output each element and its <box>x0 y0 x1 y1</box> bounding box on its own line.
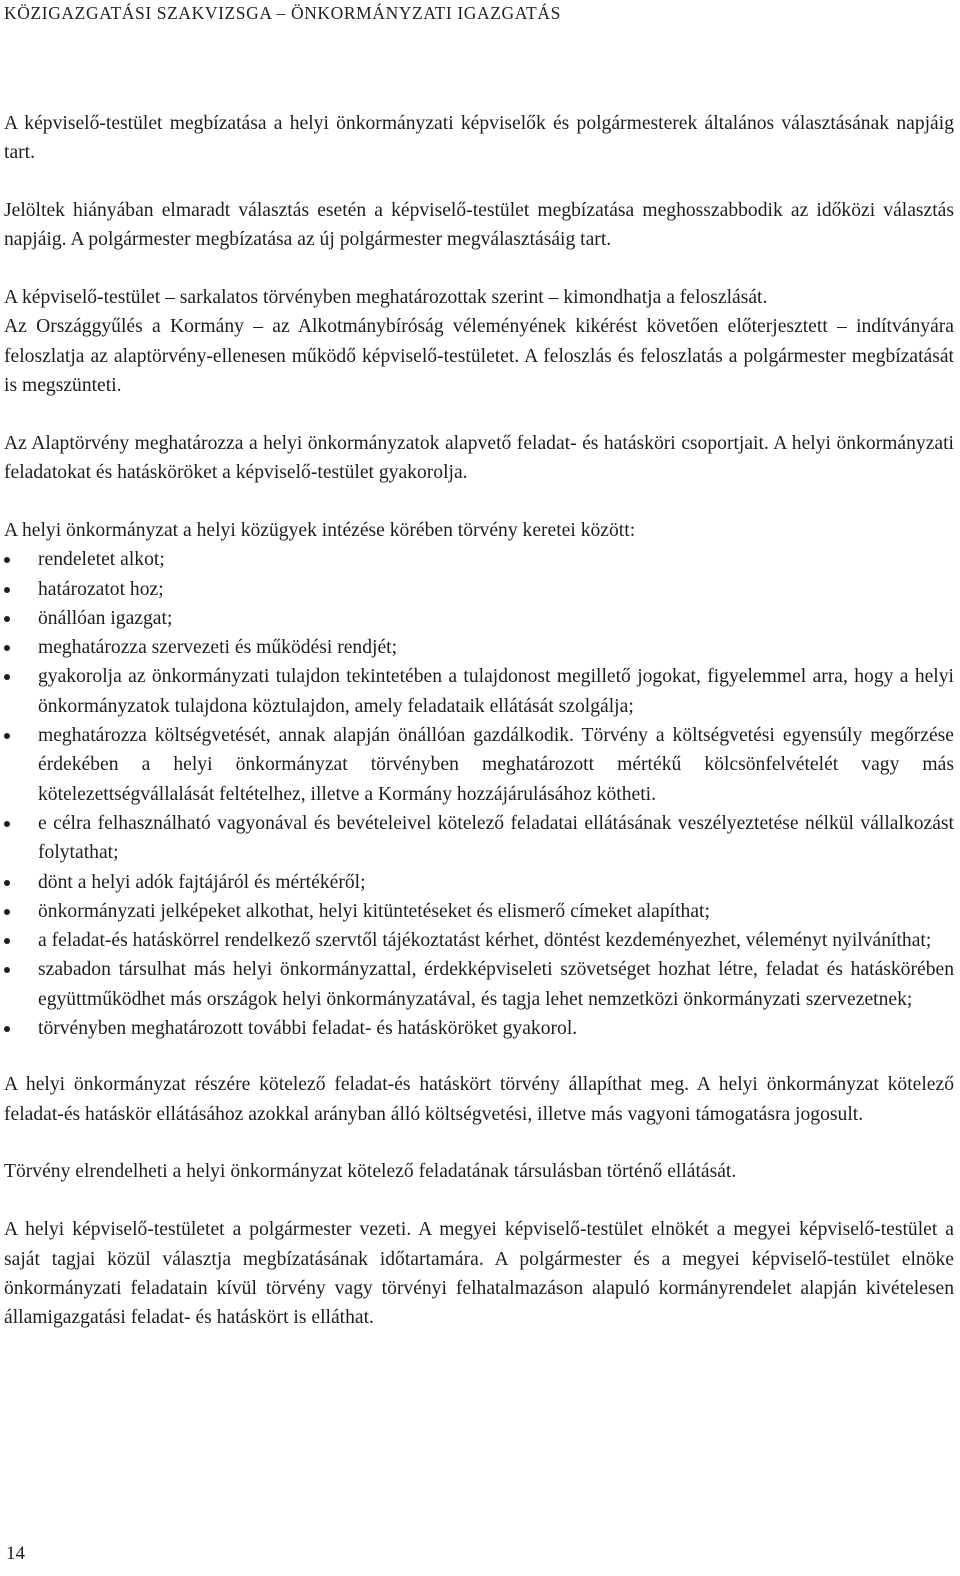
page-body <box>4 109 954 1361</box>
powers-list <box>4 545 954 1043</box>
list-item: e célra felhasználható vagyonával és bevételeivel kötelező feladatai ellátásának veszélyeztetése nélkül vállalkozást folytathat; <box>4 809 954 868</box>
bullet-icon <box>4 821 10 827</box>
paragraph-association: Törvény elrendelheti a helyi önkormányzat kötelező feladatának társulásban történő ellátását. <box>4 1161 737 1183</box>
list-item: meghatározza költségvetését, annak alapján önállóan gazdálkodik. Törvény a költségvetési egyensúly megőrzése érdekében a helyi önkormányzat törvényben meghatározott mértékű kölcsönfelvételét vagy más kötelezettségvállalását feltételhez, illetve a Kormány hozzájárulásához kötheti. <box>4 721 954 809</box>
paragraph-parliament-dissolution: Az Országgyűlés a Kormány – az Alkotmánybíróság véleményének kikérést követően előterjesztett – indítványára feloszlatja az alaptörvény-ellenesen működő képviselő-testületet. A feloszlás és feloszlatás a polgármester megbízatását is megszünteti. <box>4 316 954 397</box>
list-item: a feladat-és hatáskörrel rendelkező szervtől tájékoztatást kérhet, döntést kezdeményezhet, véleményt nyilváníthat; <box>4 926 954 955</box>
list-item: dönt a helyi adók fajtájáról és mértékéről; <box>4 868 954 897</box>
bullet-icon <box>4 674 10 680</box>
list-item: rendeletet alkot; <box>4 545 954 574</box>
paragraph-mayor-leads: A helyi képviselő-testületet a polgármester vezeti. A megyei képviselő-testület elnökét a megyei képviselő-testület a saját tagjai közül választja megbízatásának időtartamára. A polgármester és a megyei képviselő-testület elnöke önkormányzati feladatain kívül törvény vagy törvényi felhatalmazáson alapuló kormányrendelet alapján kivételesen államigazgatási feladat- és hatáskört is elláthat. <box>4 1219 954 1329</box>
paragraph-mandatory-tasks: A helyi önkormányzat részére kötelező feladat-és hatáskört törvény állapíthat meg. A helyi önkormányzat kötelező feladat-és hatáskör ellátásához azokkal arányban álló költségvetési, illetve más vagyoni támogatásra jogosult. <box>4 1074 954 1125</box>
bullet-icon <box>4 557 10 563</box>
list-item: szabadon társulhat más helyi önkormányzattal, érdekképviseleti szövetséget hozhat létre, feladat és hatáskörében együttműködhet más országok helyi önkormányzatával, és tagja lehet nemzetközi önkormányzati szervezetnek; <box>4 955 954 1014</box>
list-item: határozatot hoz; <box>4 575 954 604</box>
list-item: törvényben meghatározott további feladat- és hatásköröket gyakorol. <box>4 1014 954 1043</box>
bullet-icon <box>4 938 10 944</box>
list-intro: A helyi önkormányzat a helyi közügyek intézése körében törvény keretei között: <box>4 519 636 541</box>
bullet-icon <box>4 733 10 739</box>
paragraph-self-dissolution: A képviselő-testület – sarkalatos törvényben meghatározottak szerint – kimondhatja a feloszlását. <box>4 287 768 309</box>
paragraph-mandate-duration: A képviselő-testület megbízatása a helyi önkormányzati képviselők és polgármesterek általános választásának napjáig tart. <box>4 113 954 164</box>
list-item: önállóan igazgat; <box>4 604 954 633</box>
bullet-icon <box>4 880 10 886</box>
paragraph-basic-law-tasks: Az Alaptörvény meghatározza a helyi önkormányzatok alapvető feladat- és hatásköri csoportjait. A helyi önkormányzati feladatokat és hatásköröket a képviselő-testület gyakorolja. <box>4 432 954 484</box>
bullet-icon <box>4 645 10 651</box>
list-item: gyakorolja az önkormányzati tulajdon tekintetében a tulajdonost megillető jogokat, figyelemmel arra, hogy a helyi önkormányzatok tulajdona köztulajdon, amely feladataik ellátását szolgálja; <box>4 662 954 721</box>
bullet-icon <box>4 587 10 593</box>
paragraph-mandate-extension: Jelöltek hiányában elmaradt választás esetén a képviselő-testület megbízatása meghosszabbodik az időközi választás napjáig. A polgármester megbízatása az új polgármester megválasztásáig tart. <box>4 200 954 251</box>
bullet-icon <box>4 1026 10 1032</box>
bullet-icon <box>4 616 10 622</box>
running-header: KÖZIGAZGATÁSI SZAKVIZSGA – ÖNKORMÁNYZATI IGAZGATÁS <box>4 3 561 23</box>
bullet-icon <box>4 967 10 973</box>
list-item: meghatározza szervezeti és működési rendjét; <box>4 633 954 662</box>
list-item: önkormányzati jelképeket alkothat, helyi kitüntetéseket és elismerő címeket alapíthat; <box>4 897 954 926</box>
bullet-icon <box>4 909 10 915</box>
page-number: 14 <box>6 1543 25 1564</box>
